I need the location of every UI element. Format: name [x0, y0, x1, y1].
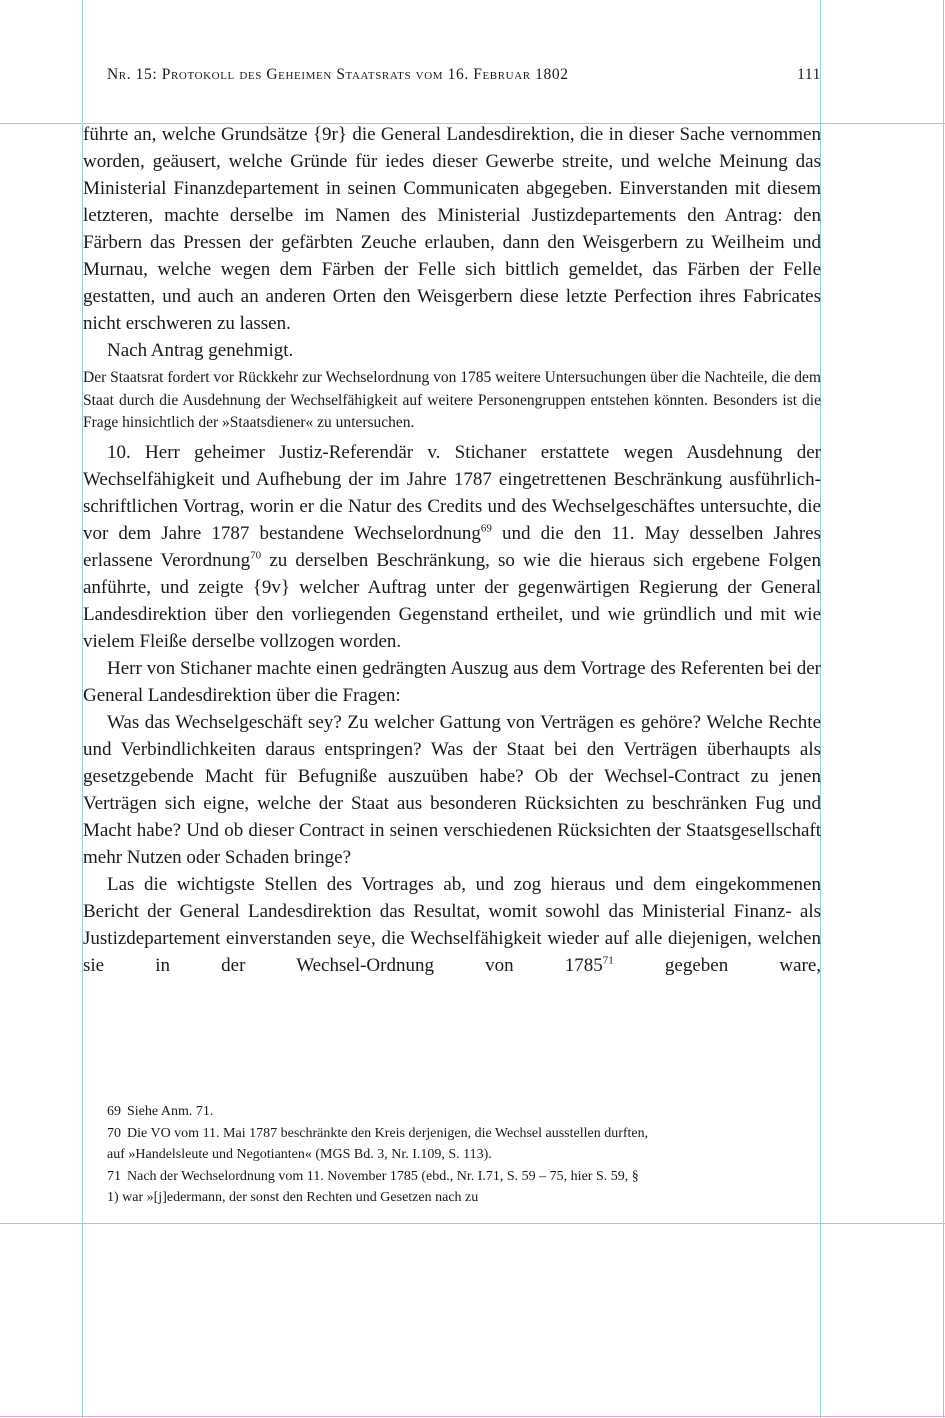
footnote-number: 70	[107, 1125, 121, 1141]
page-edge-guide-bottom	[0, 1416, 945, 1417]
footnote-ref[interactable]: 71	[602, 954, 614, 967]
margin-guide-bottom	[0, 1223, 945, 1224]
footnote	[107, 1101, 652, 1123]
running-head	[107, 66, 821, 88]
paragraph-text: 10. Herr geheimer Justiz-Referendär v. Stichaner erstattete wegen Ausdehnung der Wechselfähigkeit und Aufhebung der im Jahre 1787 eingetrettenen Beschränkung ausführlich-schriftlichen Vortrag, worin er die Natur des Credits und des Wechselgeschäftes untersuchte, die vor dem Jahre 1787 bestandene Wechselordnung	[83, 441, 821, 544]
main-text	[83, 121, 821, 979]
footnotes	[107, 1101, 652, 1209]
paragraph	[83, 439, 821, 655]
paragraph: Was das Wechselgeschäft sey? Zu welcher Gattung von Verträgen es gehöre? Welche Rechte und Verbindlichkeiten daraus entspringen? Was der Staat bei den Verträgen überhaupts als gesetzgebende Macht für Befugniße auszuüben habe? Ob der Wechsel-Contract zu jenen Verträgen sich eigne, welche der Staat aus besonderen Rücksichten zu beschränken Fug und Macht habe? Und ob dieser Contract in seinen verschiedenen Rücksichten der Staatsgesellschaft mehr Nutzen oder Schaden bringe?	[83, 711, 821, 868]
footnote-ref[interactable]: 69	[480, 522, 492, 535]
summary-paragraph: Der Staatsrat fordert vor Rückkehr zur Wechselordnung von 1785 weitere Untersuchungen über die Nachteile, die dem Staat durch die Ausdehnung der Wechselfähigkeit auf weitere Personengruppen entstehen könnten. Besonders ist die Frage hinsichtlich der »Staatsdiener« zu untersuchen.	[83, 369, 821, 431]
paragraph	[83, 871, 821, 979]
paragraph-text: und die den 11. May desselben Jahres erlassene Verordnung	[83, 522, 821, 571]
paragraph: Herr von Stichaner machte einen gedrängten Auszug aus dem Vortrage des Referenten bei der General Landesdirektion über die Fragen:	[83, 657, 821, 706]
footnote	[107, 1123, 652, 1166]
footnote-text: Nach der Wechselordnung vom 11. November 1785 (ebd., Nr. I.71, S. 59 – 75, hier S. 59, § 1) war »[j]edermann, der sonst den Rechten und Gesetzen nach zu	[107, 1168, 639, 1205]
footnote-text: Die VO vom 11. Mai 1787 beschränkte den Kreis derjenigen, die Wechsel ausstellen durften, auf »Handelsleute und Negotianten« (MGS Bd. 3, Nr. I.109, S. 113).	[107, 1125, 649, 1162]
paragraph: Nach Antrag genehmigt.	[107, 340, 294, 361]
running-head-title: Nr. 15: Protokoll des Geheimen Staatsrats vom 16. Februar 1802	[107, 66, 569, 83]
paragraph-text: Las die wichtigste Stellen des Vortrages ab, und zog hieraus und dem eingekommenen Bericht der General Landesdirektion das Resultat, womit sowohl das Ministerial Finanz- als Justizdepartement einverstanden seye, die Wechselfähigkeit wieder auf alle diejenigen, welchen sie in der Wechsel-Ordnung von 1785	[83, 873, 821, 976]
page-edge-guide-right	[943, 0, 944, 1418]
paragraph-text: zu derselben Beschränkung, so wie die hieraus sich ergebene Folgen anführte, und zeigte {9v} welcher Auftrag unter der gegenwärtigen Regierung der General Landesdirektion über den vorliegenden Gegenstand ertheilet, und wie gründlich und mit wie vielem Fleiße derselbe vollzogen worden.	[83, 549, 821, 652]
footnote	[107, 1166, 652, 1209]
footnote-ref[interactable]: 70	[250, 549, 262, 562]
paragraph: führte an, welche Grundsätze {9r} die General Landesdirektion, die in dieser Sache vernommen worden, geäusert, welche Gründe für iedes dieser Gewerbe streite, und welche Meinung das Ministerial Finanzdepartement in seinen Communicaten abgegeben. Einverstanden mit diesem letzteren, machte derselbe im Namen des Ministerial Justizdepartements den Antrag: den Färbern das Pressen der gefärbten Zeuche erlauben, dann den Weisgerbern zu Weilheim und Murnau, welche wegen dem Färben der Felle sich bittlich gemeldet, das Färben der Felle gestatten, und auch an anderen Orten den Weisgerbern diese letzte Perfection ihres Fabricates nicht erschweren zu lassen.	[83, 124, 821, 334]
footnote-number: 69	[107, 1104, 121, 1119]
footnote-number: 71	[107, 1168, 121, 1184]
footnote-text: Siehe Anm. 71.	[127, 1104, 214, 1119]
paragraph-text: gegeben ware,	[613, 954, 822, 976]
page-number: 111	[797, 66, 821, 83]
